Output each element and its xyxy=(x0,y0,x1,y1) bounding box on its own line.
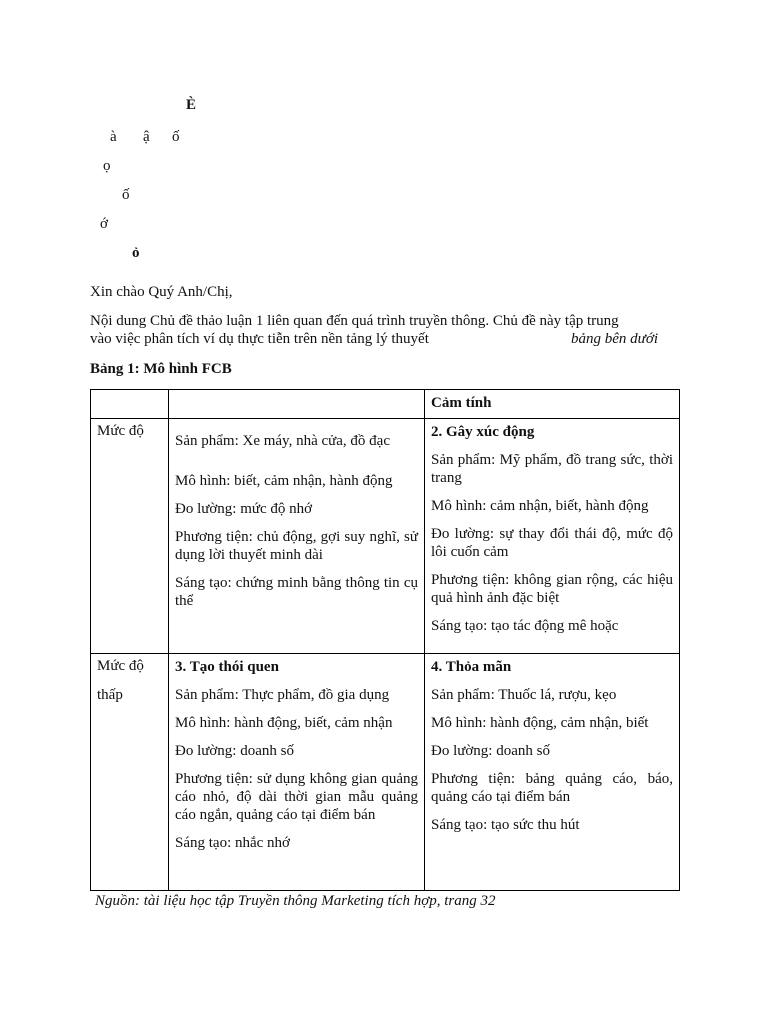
table-title: Bảng 1: Mô hình FCB xyxy=(90,361,232,377)
header-cell xyxy=(425,390,680,419)
row-label-cell xyxy=(91,419,169,654)
quadrant-line: Phương tiện: không gian rộng, các hiệu quả hình ảnh đặc biệt xyxy=(431,572,673,606)
heading-fragment: ỏ xyxy=(132,245,140,261)
quadrant-cell xyxy=(425,654,680,891)
quadrant-title: 4. Thỏa mãn xyxy=(431,659,512,675)
quadrant-line: Sáng tạo: chứng minh bằng thông tin cụ thể xyxy=(175,575,418,609)
quadrant-line: Mô hình: biết, cảm nhận, hành động xyxy=(175,473,393,489)
quadrant-cell xyxy=(169,419,425,654)
intro-line-1: Nội dung Chủ đề thảo luận 1 liên quan đến quá trình truyền thông. Chủ đề này tập trung xyxy=(90,313,619,329)
quadrant-line: Đo lường: doanh số xyxy=(431,743,550,759)
intro-line-2-tail: bảng bên dưới xyxy=(571,331,659,347)
header-cell xyxy=(169,390,425,419)
quadrant-title: 2. Gây xúc động xyxy=(431,424,535,440)
heading-fragment: ớ xyxy=(100,216,108,232)
quadrant-line: Sáng tạo: nhắc nhớ xyxy=(175,835,290,851)
quadrant-line: Sáng tạo: tạo sức thu hút xyxy=(431,817,580,833)
row-label-2: thấp xyxy=(97,687,123,703)
row-label-cell xyxy=(91,654,169,891)
quadrant-line: Phương tiện: sử dụng không gian quảng cáo nhỏ, độ dài thời gian mẫu quảng cáo ngắn, quảng cáo tại điểm bán xyxy=(175,771,418,823)
intro-line-2: vào việc phân tích ví dụ thực tiễn trên nền tảng lý thuyết xyxy=(90,331,429,347)
quadrant-line: Sản phẩm: Xe máy, nhà cửa, đồ đạc xyxy=(175,433,391,449)
quadrant-line: Sản phẩm: Thực phẩm, đồ gia dụng xyxy=(175,687,390,703)
header-cell-label: Cảm tính xyxy=(431,395,492,411)
source-note: Nguồn: tài liệu học tập Truyền thông Marketing tích hợp, trang 32 xyxy=(95,893,496,909)
quadrant-line: Mô hình: cảm nhận, biết, hành động xyxy=(431,498,649,514)
fcb-table xyxy=(90,389,680,891)
heading-fragment: à xyxy=(110,129,117,145)
table-row xyxy=(91,419,680,654)
greeting: Xin chào Quý Anh/Chị, xyxy=(90,284,233,300)
table-row xyxy=(91,654,680,891)
quadrant-line: Đo lường: doanh số xyxy=(175,743,294,759)
heading-fragment: ố xyxy=(172,129,180,145)
header-cell xyxy=(91,390,169,419)
row-label: Mức độ xyxy=(97,423,144,439)
quadrant-line: Phương tiện: chủ động, gợi suy nghĩ, sử dụng lời thuyết minh dài xyxy=(175,529,418,563)
quadrant-line: Mô hình: hành động, biết, cảm nhận xyxy=(175,715,393,731)
heading-title: È xyxy=(186,97,197,113)
row-label: Mức độ xyxy=(97,658,144,674)
quadrant-line: Sản phẩm: Mỹ phẩm, đồ trang sức, thời trang xyxy=(431,452,673,486)
quadrant-line: Mô hình: hành động, cảm nhận, biết xyxy=(431,715,649,731)
quadrant-line: Đo lường: mức độ nhớ xyxy=(175,501,313,517)
heading-fragment: ọ xyxy=(103,158,111,174)
heading-fragment: ậ xyxy=(143,129,150,145)
quadrant-title: 3. Tạo thói quen xyxy=(175,659,279,675)
quadrant-cell xyxy=(169,654,425,891)
quadrant-line: Sáng tạo: tạo tác động mê hoặc xyxy=(431,618,619,634)
table-header-row xyxy=(91,390,680,419)
quadrant-line: Sản phẩm: Thuốc lá, rượu, kẹo xyxy=(431,687,617,703)
quadrant-line: Phương tiện: bảng quảng cáo, báo, quảng cáo tại điểm bán xyxy=(431,771,673,805)
heading-fragment: ố xyxy=(122,187,130,203)
quadrant-cell xyxy=(425,419,680,654)
quadrant-line: Đo lường: sự thay đổi thái độ, mức độ lôi cuốn cảm xyxy=(431,526,673,560)
